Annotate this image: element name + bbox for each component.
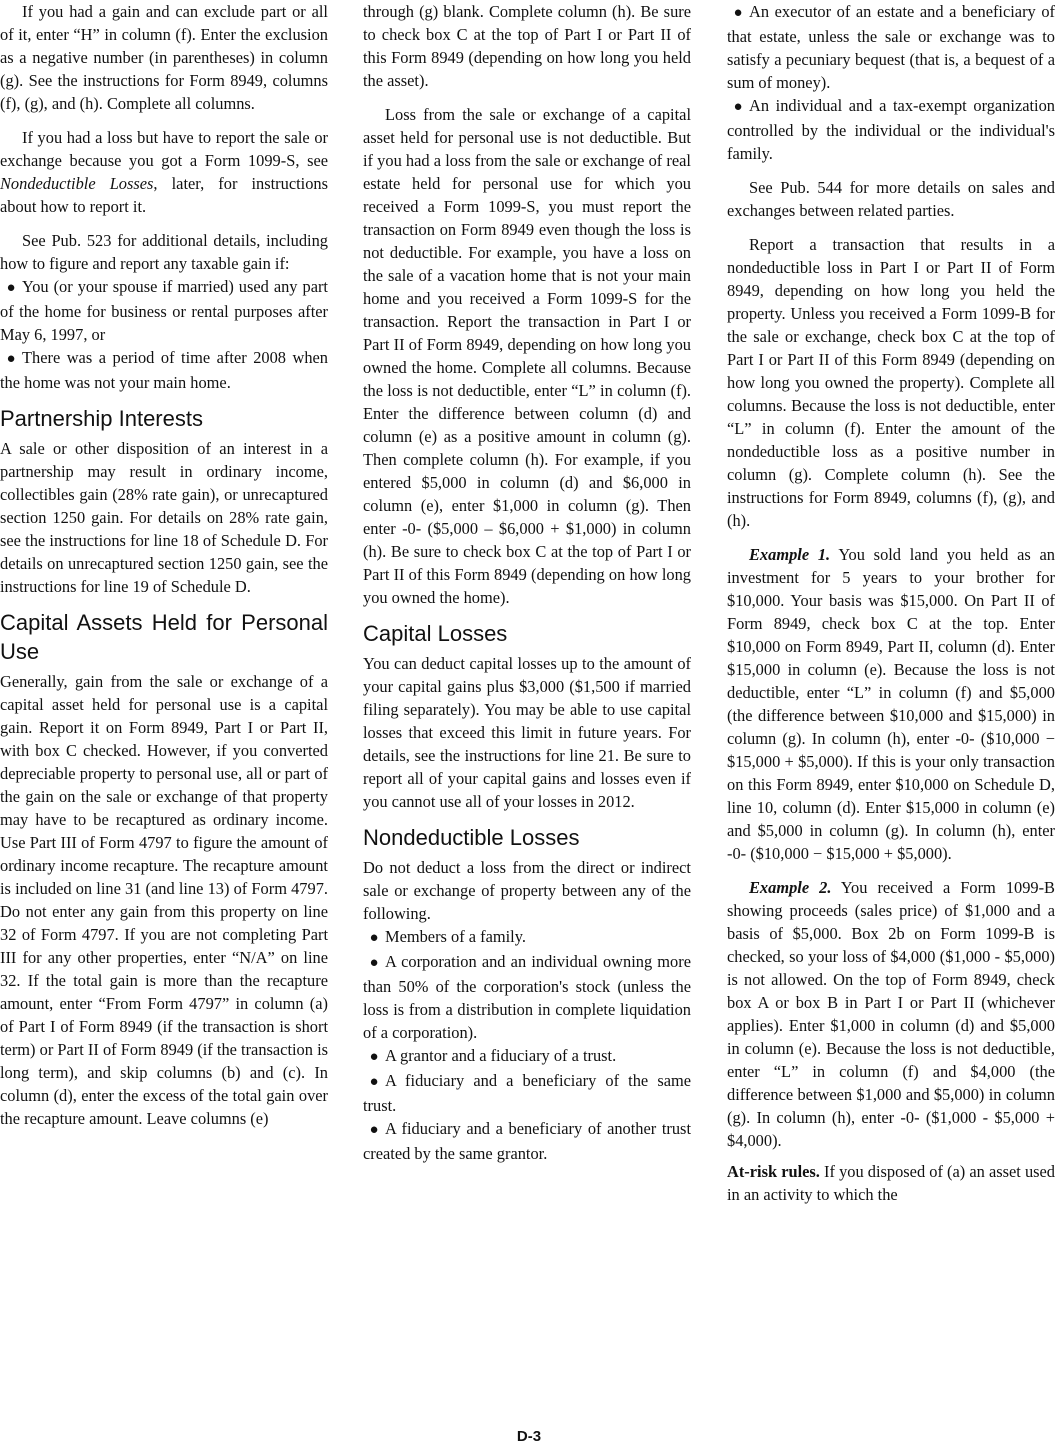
paragraph-report-nondeductible: Report a transaction that results in a nondeductible loss in Part I or Part II of Form 8949, depending on how long you held the property. Unless you received a Form 1099-B for the sale or exchange, check box C at the top of Part I or Part II of this Form 8949 (depending on how long you owned the property). Complete all columns. Because the loss is not deductible, enter “L” in column (f). Enter the amount of the nondeductible loss as a positive number in column (g). Complete column (h). See the instructions for Form 8949, columns (f), (g), and (h). bbox=[727, 235, 1055, 530]
list-item bbox=[0, 275, 328, 346]
list-item-text: A fiduciary and a beneficiary of the same trust. bbox=[363, 1071, 691, 1115]
column-2 bbox=[363, 0, 691, 1165]
paragraph-text: , later, for instructions about how to report it. bbox=[0, 174, 328, 216]
paragraph-text: If you had a loss but have to report the sale or exchange because you got a Form 1099-S, see bbox=[0, 128, 328, 170]
bullet-icon: ● bbox=[369, 930, 379, 946]
paragraph-continued: through (g) blank. Complete column (h). Be sure to check box C at the top of Part I or Part II of this Form 8949 (depending on how long you held the asset). bbox=[363, 2, 691, 90]
bullet-icon: ● bbox=[369, 1122, 379, 1138]
paragraph-text: You sold land you held as an investment for 5 years to your brother for $10,000. Your basis was $15,000. On Part II of Form 8949, check box C at the top. Enter $10,000 on Form 8949, Part II, column (d). Enter $15,000 in column (e). Because the loss is not deductible, enter “L” in column (f) and $5,000 (the difference between $10,000 and $15,000) in column (g). In column (h), enter -0- ($10,000 − $15,000 + $5,000). If this is your only transaction on this Form 8949, enter $10,000 on Schedule D, line 10, column (d). Enter $15,000 in column (e) and $5,000 in column (g). In column (h), enter -0- ($10,000 − $15,000 + $5,000). bbox=[727, 545, 1055, 863]
list-item-text: Members of a family. bbox=[385, 927, 526, 946]
paragraph-text: You received a Form 1099-B showing proceeds (sales price) of $1,000 and a basis of $5,000. Box 2b on Form 1099-B is checked, so your loss of $4,000 ($1,000 - $5,000) is not allowed. On the top of Form 8949, check box A or box B in Part I or Part II (whichever applies). Enter $1,000 in column (d) and $5,000 in column (e). Because the loss is not deductible, enter “L” in column (f) and $4,000 (the difference between $1,000 and $5,000) in column (g). In column (h), enter -0- ($1,000 - $5,000 + $4,000). bbox=[727, 878, 1055, 1150]
paragraph-personal-use-loss: Loss from the sale or exchange of a capital asset held for personal use is not deductible. But if you had a loss from the sale or exchange of real estate held for personal use for which you received a Form 1099-S, you must report the transaction on Form 8949 even though the loss is not deductible. For example, you have a loss on the sale of a vacation home that is not your main home and you received a Form 1099-S for the transaction. Report the transaction in Part I or Part II of Form 8949, depending on how long you owned the home. Complete all columns. Because the loss is not deductible, enter “L” in column (f). Enter the difference between column (d) and column (e) as a positive amount in column (g). Then complete column (h). For example, if you entered $5,000 in column (d) and $6,000 in column (e), enter $1,000 in column (g). Then enter -0- ($5,000 – $6,000 + $1,000) in column (h). Be sure to check box C at the top of Part I or Part II of this Form 8949 (depending on how long you owned the home). bbox=[363, 105, 691, 607]
list-item-text: There was a period of time after 2008 when the home was not your main home. bbox=[0, 348, 328, 392]
paragraph-pub-544: See Pub. 544 for more details on sales and exchanges between related parties. bbox=[727, 178, 1055, 220]
bullet-icon: ● bbox=[369, 1049, 379, 1065]
list-item-text: A fiduciary and a beneficiary of another trust created by the same grantor. bbox=[363, 1119, 691, 1163]
column-1 bbox=[0, 0, 328, 1130]
paragraph-form-1099s-loss bbox=[0, 126, 328, 218]
list-item bbox=[363, 950, 691, 1044]
paragraph-nondeductible-intro: Do not deduct a loss from the direct or indirect sale or exchange of property between any of the following. bbox=[363, 858, 691, 923]
bullet-icon: ● bbox=[733, 99, 743, 115]
heading-capital-assets-personal-use: Capital Assets Held for Personal Use bbox=[0, 610, 328, 664]
bullet-icon: ● bbox=[369, 955, 379, 971]
list-item bbox=[363, 1117, 691, 1165]
list-item-text: An individual and a tax-exempt organization controlled by the individual or the individual's family. bbox=[727, 96, 1055, 163]
example-label: Example 1. bbox=[749, 545, 831, 564]
bullet-icon: ● bbox=[6, 351, 16, 367]
paragraph-example-2 bbox=[727, 876, 1055, 1152]
list-item-text: A corporation and an individual owning more than 50% of the corporation's stock (unless the loss is from a distribution in complete liquidation of a corporation). bbox=[363, 952, 691, 1042]
paragraph-capital-losses: You can deduct capital losses up to the amount of your capital gains plus $3,000 ($1,500 if married filing separately). You may be able to use capital losses that exceed this limit in future years. For details, see the instructions for line 21. Be sure to report all of your capital gains and losses even if you cannot use all of your losses in 2012. bbox=[363, 654, 691, 811]
column-3 bbox=[727, 0, 1055, 1206]
paragraph-example-1 bbox=[727, 543, 1055, 865]
example-label: Example 2. bbox=[749, 878, 832, 897]
bullet-icon: ● bbox=[733, 5, 743, 21]
list-item-text: You (or your spouse if married) used any part of the home for business or rental purposes after May 6, 1997, or bbox=[0, 277, 328, 344]
paragraph-partnership: A sale or other disposition of an interest in a partnership may result in ordinary income, collectibles gain (28% rate gain), or unrecaptured section 1250 gain. For details on 28% rate gain, see the instructions for line 18 of Schedule D. For details on unrecaptured section 1250 gain, see the instructions for line 19 of Schedule D. bbox=[0, 439, 328, 596]
paragraph-text: If you disposed of (a) an asset used in an activity to which the bbox=[727, 1162, 1055, 1204]
paragraph-personal-use-gain: Generally, gain from the sale or exchange of a capital asset held for personal use is a capital gain. Report it on Form 8949, Part I or Part II, with box C checked. However, if you converted depreciable property to personal use, all or part of the gain on the sale or exchange of that property may have to be recaptured as ordinary income. Use Part III of Form 4797 to figure the amount of ordinary income recapture. The recapture amount is included on line 31 (and line 13) of Form 4797. Do not enter any gain from this property on line 32 of Form 4797. If you are not completing Part III for any other properties, enter “N/A” on line 32. If the total gain is more than the recapture amount, enter “From Form 4797” in column (a) of Part I of Form 8949 (if the transaction is short term) or Part II of Form 8949 (if the transaction is long term), and skip columns (b) and (c). In column (d), enter the excess of the total gain over the recapture amount. Leave columns (e) bbox=[0, 672, 328, 1128]
paragraph-exclusion: If you had a gain and can exclude part or all of it, enter “H” in column (f). Enter the exclusion as a negative number (in parentheses) in column (g). See the instructions for Form 8949, columns (f), (g), and (h). Complete all columns. bbox=[0, 2, 328, 113]
page-number: D-3 bbox=[516, 1428, 542, 1445]
list-item bbox=[727, 0, 1055, 94]
list-item-text: A grantor and a fiduciary of a trust. bbox=[385, 1046, 617, 1065]
cross-reference-link[interactable]: Nondeductible Losses bbox=[0, 174, 154, 193]
heading-capital-losses: Capital Losses bbox=[363, 621, 508, 646]
paragraph-at-risk-rules bbox=[727, 1160, 1055, 1206]
heading-nondeductible-losses: Nondeductible Losses bbox=[363, 825, 580, 850]
bullet-icon: ● bbox=[6, 280, 16, 296]
heading-partnership-interests: Partnership Interests bbox=[0, 406, 203, 431]
paragraph-pub-523: See Pub. 523 for additional details, including how to figure and report any taxable gain if: bbox=[0, 231, 328, 273]
list-item bbox=[0, 346, 328, 394]
run-in-heading: At-risk rules. bbox=[727, 1162, 820, 1181]
list-item bbox=[363, 925, 691, 950]
list-item bbox=[363, 1069, 691, 1117]
list-item-text: An executor of an estate and a beneficiary of that estate, unless the sale or exchange was to satisfy a pecuniary bequest (that is, a bequest of a sum of money). bbox=[727, 2, 1055, 92]
bullet-icon: ● bbox=[369, 1074, 379, 1090]
list-item bbox=[727, 94, 1055, 165]
list-item bbox=[363, 1044, 691, 1069]
